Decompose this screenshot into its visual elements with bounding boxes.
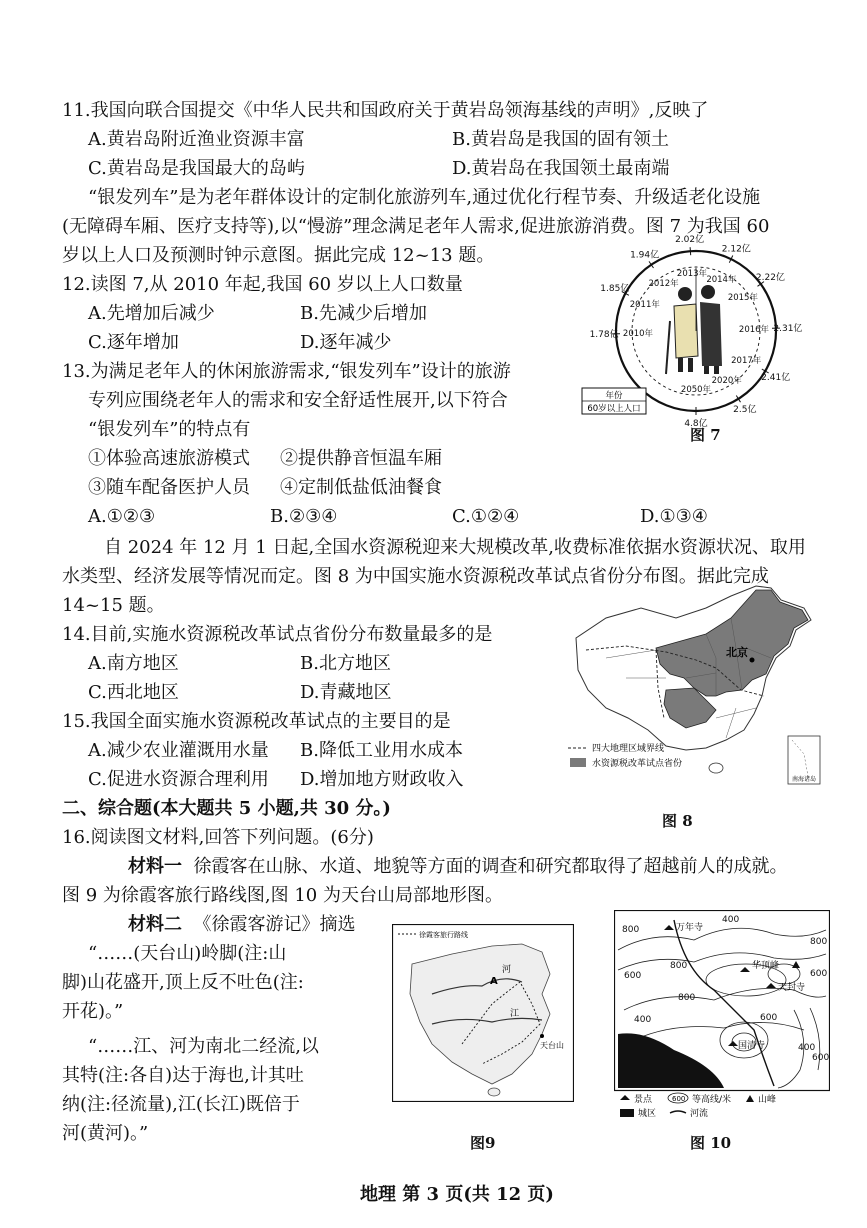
fig7-value-label: 2.02亿 [675, 235, 705, 246]
q16-stem: 16.阅读图文材料,回答下列问题。(6分) [62, 827, 374, 848]
intro12-line3: 岁以上人口及预测时钟示意图。据此完成 12~13 题。 [62, 245, 495, 266]
q12-option-d: D.逐年减少 [300, 332, 392, 353]
fig7-year-label: 2011年 [629, 299, 660, 310]
q13-item-3: ③随车配备医护人员 [88, 477, 250, 498]
material1-line2: 图 9 为徐霞客旅行路线图,图 10 为天台山局部地形图。 [62, 885, 503, 906]
intro12-line2: (无障碍车厢、医疗支持等),以“慢游”理念满足老年人需求,促进旅游消费。图 7 为我国 60 [62, 216, 770, 237]
fig7-year-label: 2015年 [727, 292, 758, 303]
q13-option-c: C.①②④ [452, 506, 520, 527]
peak-legend-icon [746, 1095, 754, 1102]
elderly-couple-icon [666, 285, 722, 374]
q13-line1: 13.为满足老年人的休闲旅游需求,“银发列车”设计的旅游 [62, 361, 511, 382]
quote-line5: 其特(注:各自)达于海也,计其吐 [62, 1065, 304, 1086]
q13-option-b: B.②③④ [270, 506, 338, 527]
beijing-marker [750, 658, 755, 663]
q14-option-d: D.青藏地区 [300, 682, 392, 703]
q13-item-1: ①体验高速旅游模式 [88, 448, 250, 469]
fig7-value-label: 2.41亿 [761, 373, 791, 383]
contour-label: 600 [624, 971, 642, 981]
figure-10-caption: 图 10 [690, 1134, 732, 1152]
fig7-year-label: 2013年 [676, 269, 708, 280]
spot-huadingfeng: 华顶峰 [752, 961, 780, 971]
fig7-year-label: 2010年 [622, 329, 654, 339]
fig9-label-river: 河 [502, 965, 512, 975]
contour-label: 800 [670, 961, 688, 971]
section-2-heading: 二、综合题(本大题共 5 小题,共 30 分。) [62, 798, 391, 819]
fig7-year-label: 2012年 [648, 278, 679, 289]
fig7-value-label: 2.22亿 [755, 272, 785, 283]
contour-label: 800 [810, 937, 828, 947]
fig7-year-label: 2020年 [711, 376, 742, 387]
q11-stem: 11.我国向联合国提交《中华人民共和国政府关于黄岩岛领海基线的声明》,反映了 [62, 100, 709, 121]
q14-option-a: A.南方地区 [88, 653, 179, 674]
material1-line1: 徐霞客在山脉、水道、地貌等方面的调查和研究都取得了超越前人的成就。 [193, 856, 788, 877]
q11-option-c: C.黄岩岛是我国最大的岛屿 [88, 158, 305, 179]
contour-label: 800 [622, 925, 640, 935]
spot-guoqingsi: 国清寺 [738, 1041, 766, 1051]
fig7-value-label: 1.78亿 [589, 330, 619, 341]
fig9-legend: 徐霞客旅行路线 [419, 931, 468, 939]
q13-item-4: ④定制低盐低油餐食 [280, 477, 442, 498]
q13-option-d: D.①③④ [640, 506, 708, 527]
fig10-legend-city: 城区 [638, 1109, 657, 1119]
fig7-tick [690, 247, 691, 255]
fig8-inset-label: 南海诸岛 [791, 776, 817, 783]
contour-label: 800 [678, 993, 696, 1003]
figure-8-caption: 图 8 [662, 812, 693, 830]
fig10-legend-spot: 景点 [634, 1095, 653, 1105]
q15-option-a: A.减少农业灌溉用水量 [88, 740, 269, 761]
q13-option-a: A.①②③ [88, 506, 156, 527]
q15-option-d: D.增加地方财政收入 [300, 769, 464, 790]
figure-9-route-map [392, 924, 574, 1102]
fig7-year-label: 2014年 [706, 274, 737, 285]
quote-line3: 开花)。” [62, 1001, 124, 1022]
contour-label: 600 [760, 1013, 778, 1023]
contour-label: 600 [810, 969, 828, 979]
fig7-value-label: 2.12亿 [721, 244, 751, 255]
fig7-year-label: 2050年 [680, 385, 712, 395]
quote-line4: “……江、河为南北二经流,以 [88, 1036, 319, 1057]
quote-line6: 纳(注:径流量),江(长江)既倍于 [62, 1094, 300, 1115]
figure-8-china-map [566, 578, 822, 794]
fig7-value-label: 4.8亿 [684, 419, 708, 429]
material2-title: 《徐霞客游记》摘选 [193, 914, 356, 935]
fig9-label-jiang: 江 [510, 1009, 520, 1019]
q12-option-a: A.先增加后减少 [88, 303, 215, 324]
intro14-line1: 自 2024 年 12 月 1 日起,全国水资源税迎来大规模改革,收费标准依据水资源状况、取用 [104, 537, 806, 558]
q16-material1 [128, 854, 787, 880]
q12-stem: 12.读图 7,从 2010 年起,我国 60 岁以上人口数量 [62, 274, 463, 295]
figure-7-population-clock [578, 226, 818, 450]
contour-label: 600 [812, 1053, 830, 1063]
fig7-legend-year: 年份 [605, 391, 623, 401]
fig7-year-label: 2017年 [731, 356, 762, 366]
figure-9-caption: 图9 [470, 1134, 496, 1152]
q15-option-b: B.降低工业用水成本 [300, 740, 463, 761]
q13-line3: “银发列车”的特点有 [88, 419, 251, 440]
fig9-label-tiantai: 天台山 [540, 1041, 564, 1050]
figure-7-caption: 图 7 [690, 426, 721, 444]
fig7-value-label: 1.94亿 [630, 250, 660, 261]
beijing-label: 北京 [726, 646, 748, 659]
fig7-value-label: 2.31亿 [773, 323, 803, 334]
fig10-legend-river: 河流 [690, 1109, 709, 1119]
quote-line2: 脚)山花盛开,顶上反不吐色(注: [62, 972, 304, 993]
fig10-legend-peak: 山峰 [758, 1095, 777, 1105]
q14-option-c: C.西北地区 [88, 682, 179, 703]
q14-stem: 14.目前,实施水资源税改革试点省份分布数量最多的是 [62, 624, 493, 645]
q12-option-b: B.先减少后增加 [300, 303, 427, 324]
q15-option-c: C.促进水资源合理利用 [88, 769, 269, 790]
spot-legend-icon [620, 1095, 630, 1100]
q13-line2: 专列应围绕老年人的需求和安全舒适性展开,以下符合 [88, 390, 508, 411]
fig10-legend-contour: 等高线/米 [692, 1095, 732, 1105]
contour-label: 400 [634, 1015, 652, 1025]
figure-10-contour-map [614, 910, 830, 1132]
q16-material2 [128, 912, 355, 938]
fig7-year-label: 2016年 [738, 325, 770, 335]
q11-option-d: D.黄岩岛在我国领土最南端 [452, 158, 670, 179]
quote-line1: “……(天台山)岭脚(注:山 [88, 943, 287, 964]
fig8-legend-boundary: 四大地理区域界线 [592, 744, 665, 754]
fig8-legend-pilot: 水资源税改革试点省份 [592, 759, 683, 769]
contour-label: 400 [722, 915, 740, 925]
page-footer: 地理 第 3 页(共 12 页) [360, 1184, 554, 1205]
intro12-line1: “银发列车”是为老年群体设计的定制化旅游列车,通过优化行程节奏、升级适老化设施 [88, 187, 761, 208]
fig7-value-label: 1.85亿 [600, 283, 630, 294]
fig10-legend-contour-num: 600 [672, 1095, 686, 1103]
fig7-legend-population: 60岁以上人口 [587, 404, 641, 414]
q11-option-a: A.黄岩岛附近渔业资源丰富 [88, 129, 305, 150]
intro14-line3: 14~15 题。 [62, 595, 165, 616]
contour-label: 400 [798, 1043, 816, 1053]
quote-line7: 河(黄河)。” [62, 1123, 149, 1144]
q15-stem: 15.我国全面实施水资源税改革试点的主要目的是 [62, 711, 451, 732]
fig7-value-label: 2.5亿 [733, 405, 757, 415]
material1-label: 材料一 [128, 856, 182, 877]
material2-label: 材料二 [128, 914, 182, 935]
spot-wanniansi: 万年寺 [676, 923, 704, 933]
fig9-label-a: A [490, 976, 498, 987]
q11-option-b: B.黄岩岛是我国的固有领土 [452, 129, 669, 150]
intro14-line2: 水类型、经济发展等情况而定。图 8 为中国实施水资源税改革试点省份分布图。据此完成 [62, 566, 769, 587]
q13-item-2: ②提供静音恒温车厢 [280, 448, 442, 469]
spot-tianfengsi: 天封寺 [778, 983, 806, 993]
q12-option-c: C.逐年增加 [88, 332, 179, 353]
q14-option-b: B.北方地区 [300, 653, 391, 674]
